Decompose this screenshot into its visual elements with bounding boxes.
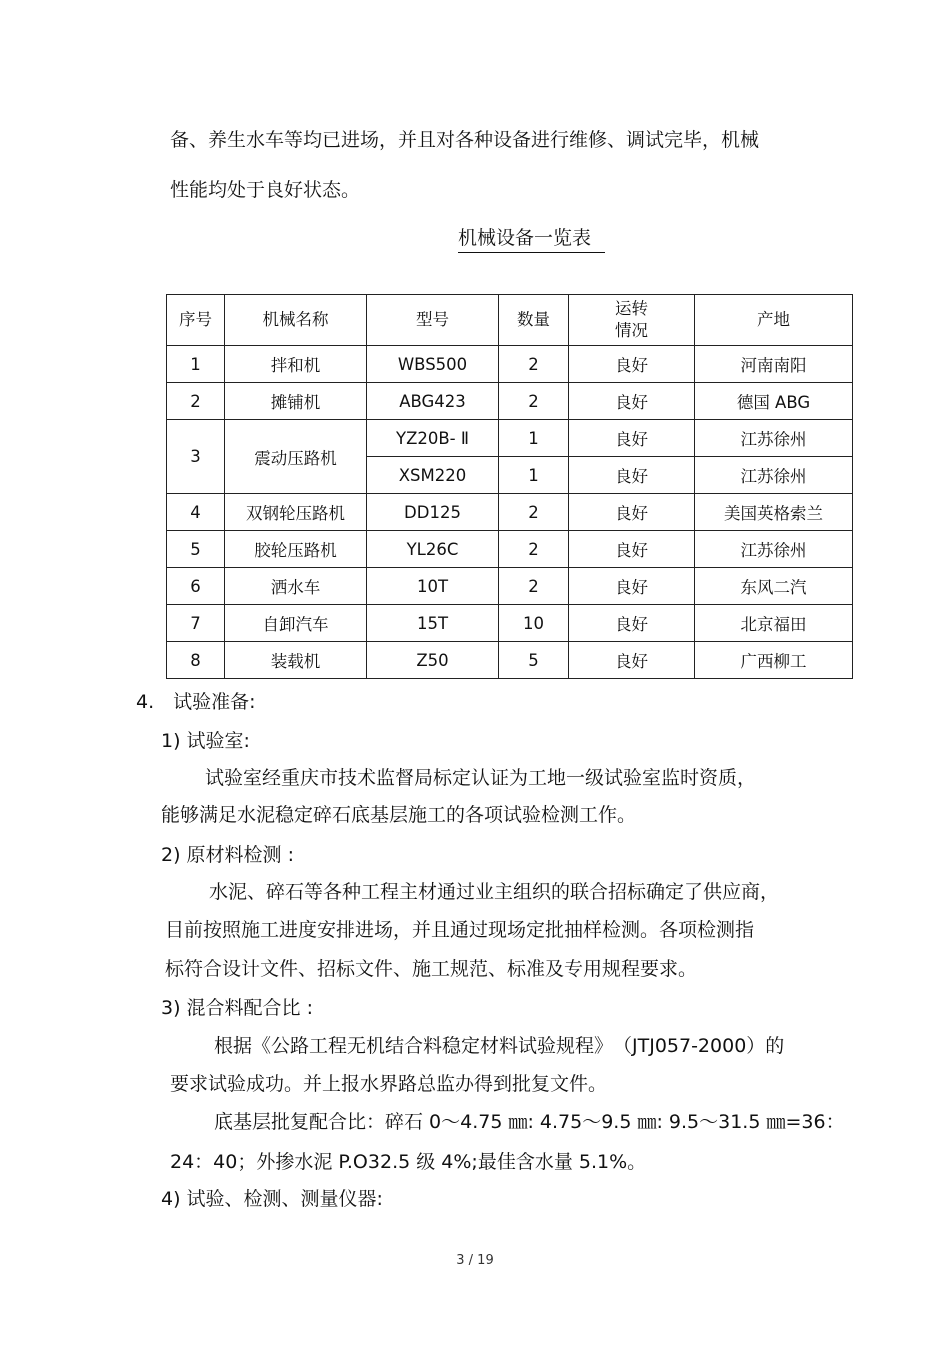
table-row: [167, 605, 853, 642]
cell-origin: 河南南阳: [695, 346, 853, 383]
subsection-4-heading: 4) 试验、检测、测量仪器:: [161, 1188, 383, 1210]
cell-no: 1: [167, 346, 225, 383]
page-number: 3 / 19: [456, 1253, 494, 1268]
cell-model: YL26C: [367, 531, 499, 568]
cell-qty: 5: [499, 642, 569, 679]
header-model: 型号: [367, 295, 499, 346]
cell-status: 良好: [569, 642, 695, 679]
cell-model: 15T: [367, 605, 499, 642]
subsection-2-para-line-3: 标符合设计文件、招标文件、施工规范、标准及专用规程要求。: [165, 958, 698, 980]
cell-no: 3: [167, 420, 225, 494]
cell-origin: 德国 ABG: [695, 383, 853, 420]
cell-origin: 东风二汽: [695, 568, 853, 605]
cell-model: YZ20B- Ⅱ: [367, 420, 499, 457]
subsection-3-para-line-3: 底基层批复配合比：碎石 0～4.75 ㎜: 4.75～9.5 ㎜: 9.5～31.5 ㎜=36：: [214, 1111, 845, 1133]
cell-status: 良好: [569, 494, 695, 531]
table-row: [167, 642, 853, 679]
subsection-2-heading: 2) 原材料检测 :: [161, 844, 294, 866]
cell-model: DD125: [367, 494, 499, 531]
subsection-2-para-line-2: 目前按照施工进度安排进场，并且通过现场定批抽样检测。各项检测指: [165, 919, 755, 941]
cell-no: 7: [167, 605, 225, 642]
cell-status: 良好: [569, 346, 695, 383]
intro-line-1: 备、养生水车等均已进场，并且对各种设备进行维修、调试完毕，机械: [170, 129, 760, 151]
cell-name: 自卸汽车: [225, 605, 367, 642]
table-caption: 机械设备一览表: [458, 226, 605, 253]
cell-name: 双钢轮压路机: [225, 494, 367, 531]
cell-name: 摊铺机: [225, 383, 367, 420]
cell-qty: 1: [499, 420, 569, 457]
cell-status: 良好: [569, 383, 695, 420]
header-status: [569, 295, 695, 346]
cell-name: 装载机: [225, 642, 367, 679]
cell-qty: 2: [499, 383, 569, 420]
table-row: [167, 494, 853, 531]
cell-name: 洒水车: [225, 568, 367, 605]
cell-origin: 北京福田: [695, 605, 853, 642]
cell-no: 5: [167, 531, 225, 568]
subsection-3-para-line-2: 要求试验成功。并上报水界路总监办得到批复文件。: [170, 1073, 608, 1095]
table-row: [167, 568, 853, 605]
subsection-3-para-line-1: 根据《公路工程无机结合料稳定材料试验规程》 （JTJ057-2000）的: [214, 1035, 785, 1057]
cell-model: 10T: [367, 568, 499, 605]
table-header-row: [167, 295, 853, 346]
cell-model: XSM220: [367, 457, 499, 494]
cell-qty: 1: [499, 457, 569, 494]
subsection-1-para-line-2: 能够满足水泥稳定碎石底基层施工的各项试验检测工作。: [161, 804, 637, 826]
header-name: 机械名称: [225, 295, 367, 346]
subsection-1-heading: 1) 试验室:: [161, 730, 250, 752]
cell-qty: 10: [499, 605, 569, 642]
subsection-3-para-line-4: 24：40；外掺水泥 P.O32.5 级 4%;最佳含水量 5.1%。: [170, 1151, 647, 1173]
cell-qty: 2: [499, 568, 569, 605]
intro-line-2: 性能均处于良好状态。: [170, 179, 361, 201]
cell-status: 良好: [569, 605, 695, 642]
cell-no: 8: [167, 642, 225, 679]
cell-no: 2: [167, 383, 225, 420]
header-no: 序号: [167, 295, 225, 346]
cell-status: 良好: [569, 531, 695, 568]
header-origin: 产地: [695, 295, 853, 346]
table-row: [167, 531, 853, 568]
cell-name: 拌和机: [225, 346, 367, 383]
cell-model: WBS500: [367, 346, 499, 383]
cell-origin: 江苏徐州: [695, 531, 853, 568]
cell-qty: 2: [499, 494, 569, 531]
section-4-heading: 4. 试验准备:: [136, 691, 256, 713]
cell-qty: 2: [499, 346, 569, 383]
header-status-line2: 情况: [615, 321, 648, 340]
cell-model: Z50: [367, 642, 499, 679]
subsection-2-para-line-1: 水泥、碎石等各种工程主材通过业主组织的联合招标确定了供应商，: [209, 881, 780, 903]
cell-qty: 2: [499, 531, 569, 568]
subsection-1-para-line-1: 试验室经重庆市技术监督局标定认证为工地一级试验室监时资质，: [205, 767, 757, 789]
table-row: [167, 383, 853, 420]
header-qty: 数量: [499, 295, 569, 346]
equipment-table: [166, 294, 853, 679]
subsection-3-heading: 3) 混合料配合比 :: [161, 997, 313, 1019]
cell-name: 震动压路机: [225, 420, 367, 494]
cell-name: 胶轮压路机: [225, 531, 367, 568]
cell-status: 良好: [569, 568, 695, 605]
cell-origin: 美国英格索兰: [695, 494, 853, 531]
cell-status: 良好: [569, 420, 695, 457]
cell-model: ABG423: [367, 383, 499, 420]
cell-no: 4: [167, 494, 225, 531]
table-row: [167, 420, 853, 457]
cell-origin: 江苏徐州: [695, 457, 853, 494]
cell-status: 良好: [569, 457, 695, 494]
header-status-line1: 运转: [615, 299, 648, 318]
cell-origin: 江苏徐州: [695, 420, 853, 457]
cell-no: 6: [167, 568, 225, 605]
table-row: [167, 346, 853, 383]
cell-origin: 广西柳工: [695, 642, 853, 679]
